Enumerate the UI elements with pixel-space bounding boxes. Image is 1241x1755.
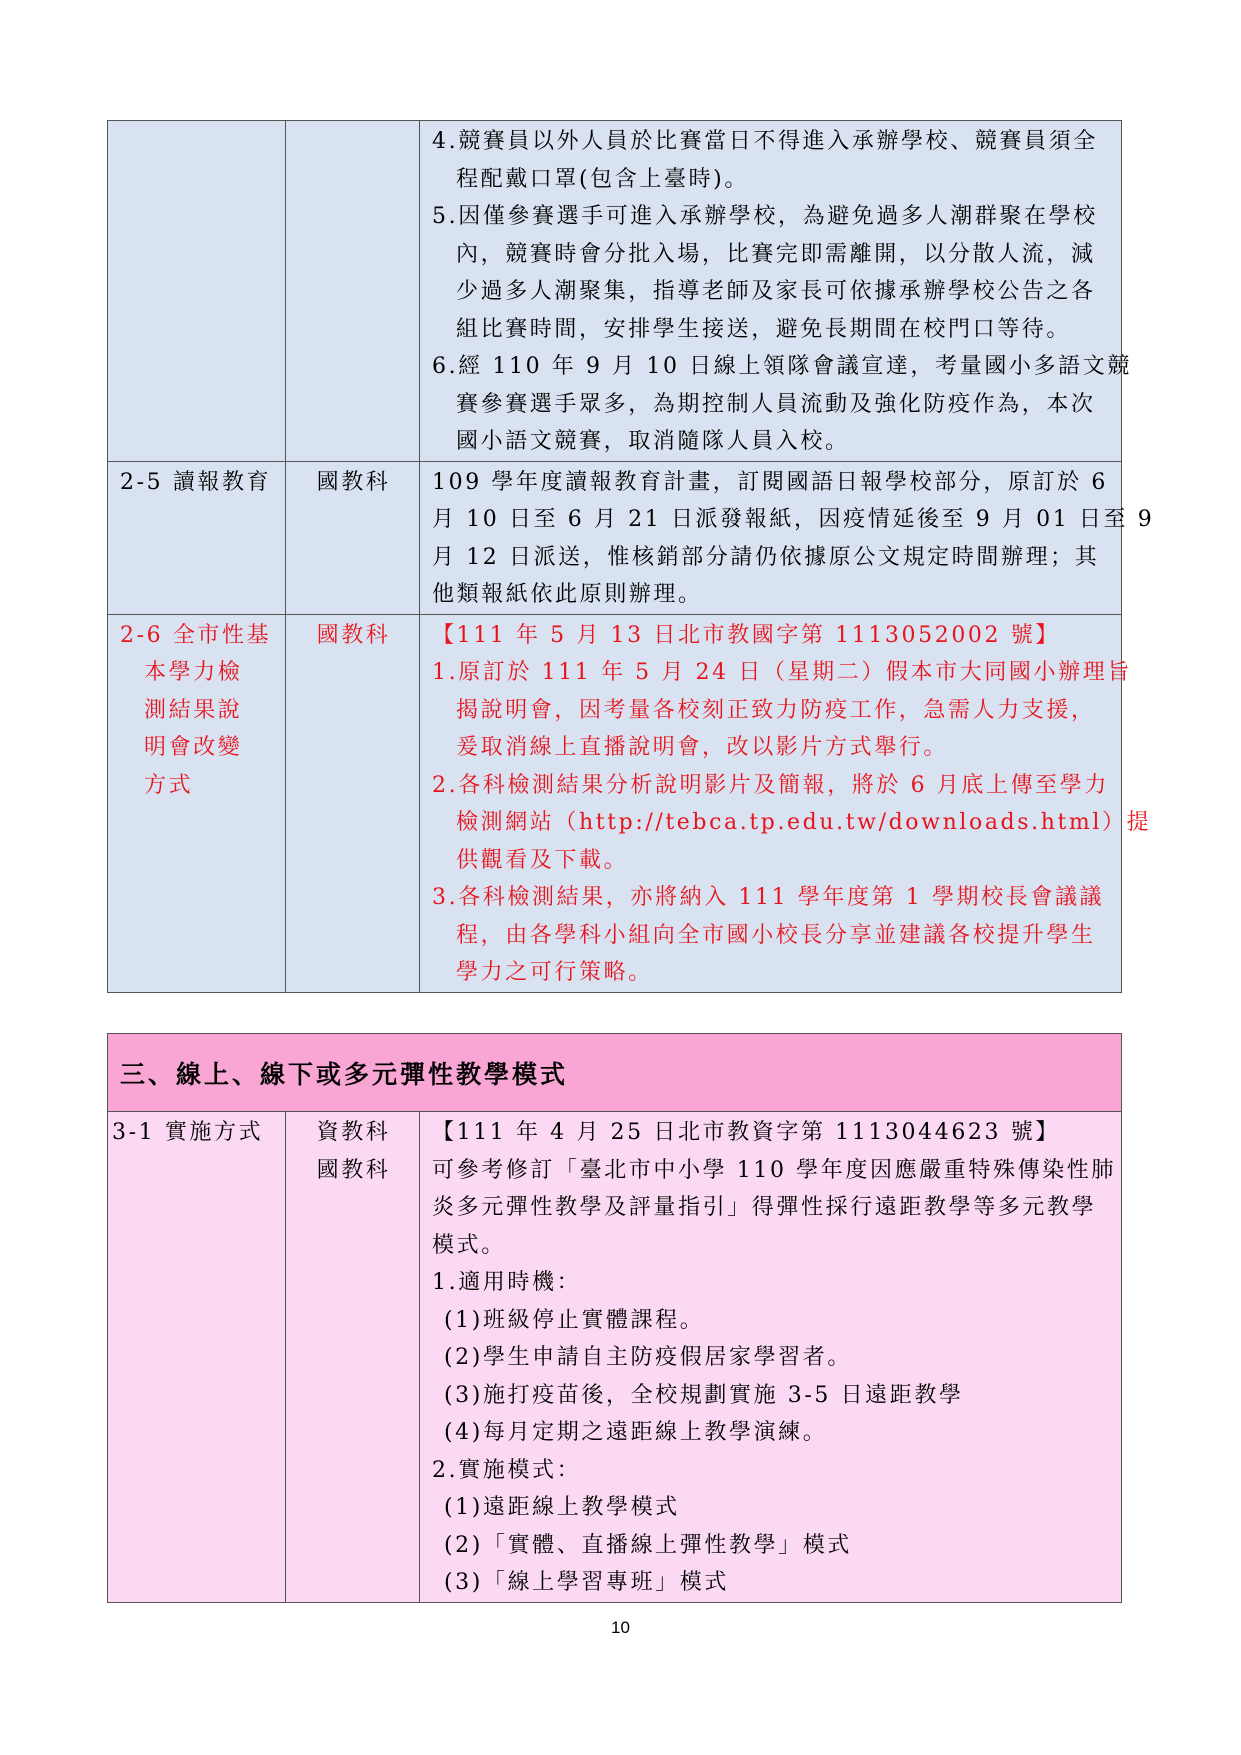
section-header-row bbox=[108, 1034, 1122, 1112]
content-line: 月 12 日派送，惟核銷部分請仍依據原公文規定時間辦理；其 bbox=[432, 544, 1100, 570]
content-line: 程，由各學科小組向全市國小校長分享並建議各校提升學生 bbox=[456, 922, 1096, 948]
content-line: 【111 年 5 月 13 日北市教國字第 1113052002 號】 bbox=[432, 622, 1060, 648]
table-teaching-modes bbox=[107, 1033, 1122, 1603]
item-label-2-5: 2-5 讀報教育 bbox=[120, 469, 272, 495]
content-line: 109 學年度讀報教育計畫，訂閱國語日報學校部分，原訂於 6 bbox=[432, 469, 1108, 495]
page-number: 10 bbox=[611, 1618, 630, 1637]
item-label-line: 方式 bbox=[144, 772, 194, 798]
content-line: 學力之可行策略。 bbox=[456, 960, 653, 985]
content-line: 1.適用時機： bbox=[432, 1270, 582, 1295]
dept-cell-empty bbox=[286, 121, 420, 462]
dept-cell-3-1 bbox=[286, 1112, 420, 1603]
content-line: 模式。 bbox=[432, 1232, 506, 1258]
content-line: 炎多元彈性教學及評量指引」得彈性採行遠距教學等多元教學 bbox=[432, 1195, 1097, 1220]
content-line: 少過多人潮聚集，指導老師及家長可依據承辦學校公告之各 bbox=[456, 279, 1096, 304]
content-line: 揭說明會，因考量各校刻正致力防疫工作，急需人力支援， bbox=[456, 697, 1096, 723]
content-line: 2.實施模式： bbox=[432, 1457, 582, 1483]
dept-label-2-5: 國教科 bbox=[316, 469, 391, 495]
table-row-3-1 bbox=[108, 1112, 1122, 1603]
content-line: (3)「線上學習專班」模式 bbox=[444, 1570, 729, 1595]
item-label-line: 2-6 全市性基 bbox=[120, 622, 272, 648]
content-cell-3-1 bbox=[420, 1112, 1122, 1603]
content-line: 4.競賽員以外人員於比賽當日不得進入承辦學校、競賽員須全 bbox=[432, 129, 1098, 154]
item-label-line: 測結果說 bbox=[144, 697, 243, 723]
content-line: 【111 年 4 月 25 日北市教資字第 1113044623 號】 bbox=[432, 1120, 1060, 1145]
item-cell-empty bbox=[108, 121, 286, 462]
content-line: (1)班級停止實體課程。 bbox=[444, 1307, 705, 1333]
content-line: 賽參賽選手眾多，為期控制人員流動及強化防疫作為，本次 bbox=[456, 391, 1096, 417]
table-row-2-6 bbox=[108, 614, 1122, 992]
content-line: 月 10 日至 6 月 21 日派發報紙，因疫情延後至 9 月 01 日至 9 bbox=[432, 507, 1155, 532]
content-line: 程配戴口罩(包含上臺時)。 bbox=[456, 166, 749, 192]
item-label-3-1: 3-1 實施方式 bbox=[112, 1120, 264, 1145]
content-line: 供觀看及下載。 bbox=[456, 847, 629, 873]
content-line: 國小語文競賽，取消隨隊人員入校。 bbox=[456, 429, 850, 454]
content-line: (1)遠距線上教學模式 bbox=[444, 1495, 680, 1520]
dept-label-2-6: 國教科 bbox=[316, 622, 391, 648]
content-line: 5.因僅參賽選手可進入承辦學校，為避免過多人潮群聚在學校 bbox=[432, 204, 1098, 229]
content-line: 他類報紙依此原則辦理。 bbox=[432, 582, 703, 607]
content-cell-competition bbox=[420, 121, 1132, 462]
table-school-measures bbox=[107, 120, 1155, 993]
content-cell-2-6 bbox=[420, 614, 1152, 992]
content-line: 內，競賽時會分批入場，比賽完即需離開，以分散人流，減 bbox=[456, 241, 1096, 267]
table-row-2-5 bbox=[108, 461, 1122, 614]
content-line: 6.經 110 年 9 月 10 日線上領隊會議宣達，考量國小多語文競 bbox=[432, 354, 1132, 379]
content-line: (3)施打疫苗後，全校規劃實施 3-5 日遠距教學 bbox=[444, 1382, 964, 1408]
content-line: (2)「實體、直播線上彈性教學」模式 bbox=[444, 1532, 852, 1558]
dept-label: 國教科 bbox=[316, 1157, 391, 1183]
section-title: 三、線上、線下或多元彈性教學模式 bbox=[120, 1059, 569, 1089]
content-line: 2.各科檢測結果分析說明影片及簡報，將於 6 月底上傳至學力 bbox=[432, 772, 1109, 798]
content-cell-2-5 bbox=[420, 461, 1155, 614]
content-line: 1.原訂於 111 年 5 月 24 日（星期二）假本市大同國小辦理旨 bbox=[432, 660, 1132, 685]
item-cell-2-6 bbox=[108, 614, 286, 992]
content-line: 可參考修訂「臺北市中小學 110 學年度因應嚴重特殊傳染性肺 bbox=[432, 1157, 1116, 1183]
content-line: (2)學生申請自主防疫假居家學習者。 bbox=[444, 1345, 852, 1370]
table-row-continued bbox=[108, 121, 1122, 462]
item-label-line: 本學力檢 bbox=[144, 660, 243, 685]
item-label-line: 明會改變 bbox=[144, 735, 243, 760]
content-line: (4)每月定期之遠距線上教學演練。 bbox=[444, 1420, 828, 1445]
content-line: 3.各科檢測結果，亦將納入 111 學年度第 1 學期校長會議議 bbox=[432, 885, 1105, 910]
content-line: 檢測網站（http://tebca.tp.edu.tw/downloads.html）提 bbox=[456, 810, 1152, 835]
content-line: 組比賽時間，安排學生接送，避免長期間在校門口等待。 bbox=[456, 316, 1072, 342]
dept-label: 資教科 bbox=[316, 1120, 391, 1145]
content-line: 爰取消線上直播說明會，改以影片方式舉行。 bbox=[456, 735, 949, 760]
